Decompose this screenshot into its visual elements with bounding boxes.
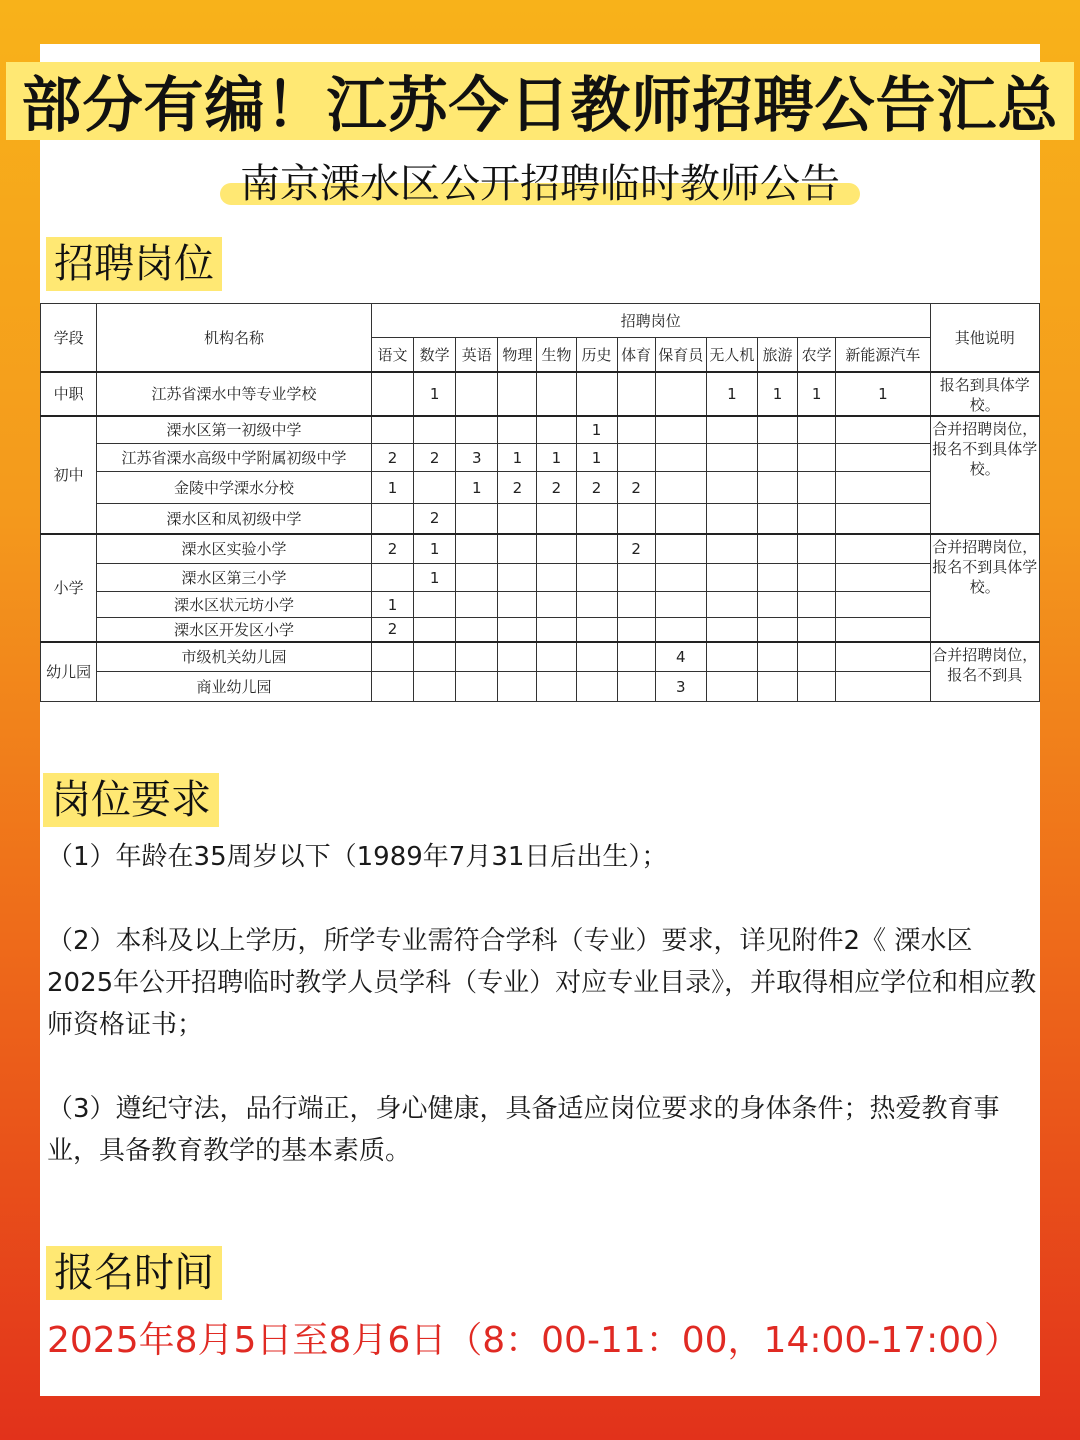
header-institution: 机构名称 [97,304,372,372]
count-cell [617,618,655,642]
count-cell [456,534,498,564]
notes-cell: 合并招聘岗位，报名不到具体学校。 [930,416,1039,534]
count-cell: 2 [371,534,413,564]
table-row [41,564,1040,592]
count-cell [706,444,757,472]
table-row [41,592,1040,618]
count-cell [498,416,537,444]
count-cell: 1 [576,416,617,444]
count-cell [836,472,930,504]
count-cell [798,592,836,618]
count-cell [798,672,836,702]
count-cell: 3 [456,444,498,472]
stage-cell: 初中 [41,416,97,534]
count-cell: 3 [655,672,706,702]
count-cell [456,592,498,618]
count-cell [798,534,836,564]
count-cell [798,618,836,642]
institution-cell: 商业幼儿园 [97,672,372,702]
subject-header: 生物 [537,338,576,372]
positions-table-body [41,372,1040,702]
count-cell [371,642,413,672]
count-cell [617,444,655,472]
count-cell [655,592,706,618]
count-cell [537,504,576,534]
count-cell: 1 [798,372,836,416]
count-cell [655,534,706,564]
count-cell [798,472,836,504]
count-cell [617,592,655,618]
table-row [41,642,1040,672]
count-cell [706,504,757,534]
count-cell [371,504,413,534]
count-cell [576,642,617,672]
table-row [41,504,1040,534]
count-cell [537,372,576,416]
subject-header: 语文 [371,338,413,372]
registration-time: 2025年8月5日至8月6日（8：00-11：00，14:00-17:00） [47,1320,1021,1361]
count-cell: 1 [836,372,930,416]
count-cell [576,564,617,592]
count-cell: 1 [576,444,617,472]
count-cell [456,642,498,672]
count-cell [655,372,706,416]
table-row [41,472,1040,504]
notes-cell: 合并招聘岗位，报名不到具 [930,642,1039,702]
count-cell [706,618,757,642]
institution-cell: 溧水区开发区小学 [97,618,372,642]
count-cell [617,642,655,672]
title-banner [6,62,1074,140]
count-cell [655,472,706,504]
count-cell [371,672,413,702]
count-cell [798,416,836,444]
count-cell [617,504,655,534]
subject-header: 物理 [498,338,537,372]
table-row [41,534,1040,564]
count-cell [576,372,617,416]
count-cell: 4 [655,642,706,672]
count-cell [758,504,798,534]
count-cell: 2 [414,444,456,472]
table-row [41,416,1040,444]
count-cell [498,564,537,592]
count-cell [758,416,798,444]
count-cell [456,618,498,642]
count-cell [414,618,456,642]
count-cell: 2 [371,618,413,642]
count-cell [836,618,930,642]
count-cell [758,618,798,642]
count-cell: 1 [537,444,576,472]
count-cell [371,416,413,444]
header-positions-group: 招聘岗位 [371,304,930,338]
count-cell [836,672,930,702]
count-cell [498,618,537,642]
count-cell: 1 [371,472,413,504]
count-cell [371,372,413,416]
count-cell [537,592,576,618]
count-cell [706,642,757,672]
institution-cell: 江苏省溧水中等专业学校 [97,372,372,416]
count-cell: 2 [537,472,576,504]
subject-header: 旅游 [758,338,798,372]
count-cell [758,592,798,618]
subject-header: 新能源汽车 [836,338,930,372]
institution-cell: 溧水区第三小学 [97,564,372,592]
count-cell [836,642,930,672]
count-cell [414,472,456,504]
count-cell [758,472,798,504]
count-cell [498,534,537,564]
count-cell [498,672,537,702]
table-row [41,372,1040,416]
table-row [41,672,1040,702]
count-cell: 1 [414,372,456,416]
institution-cell: 金陵中学溧水分校 [97,472,372,504]
subject-header: 英语 [456,338,498,372]
count-cell [371,564,413,592]
count-cell [798,504,836,534]
count-cell: 1 [414,534,456,564]
stage-cell: 幼儿园 [41,642,97,702]
count-cell [706,416,757,444]
count-cell [706,672,757,702]
count-cell [456,564,498,592]
count-cell [836,504,930,534]
count-cell: 2 [498,472,537,504]
count-cell: 2 [617,472,655,504]
count-cell [576,534,617,564]
count-cell [498,592,537,618]
count-cell [798,444,836,472]
count-cell [456,504,498,534]
count-cell: 1 [414,564,456,592]
count-cell [758,534,798,564]
notes-cell: 报名到具体学校。 [930,372,1039,416]
institution-cell: 市级机关幼儿园 [97,642,372,672]
institution-cell: 溧水区状元坊小学 [97,592,372,618]
count-cell [537,416,576,444]
subject-header: 数学 [414,338,456,372]
count-cell [758,564,798,592]
count-cell [537,672,576,702]
count-cell [655,416,706,444]
count-cell [706,472,757,504]
table-row [41,444,1040,472]
header-stage: 学段 [41,304,97,372]
stage-cell: 中职 [41,372,97,416]
subject-header: 农学 [798,338,836,372]
page-title: 部分有编！江苏今日教师招聘公告汇总 [21,71,1059,141]
count-cell [617,672,655,702]
announcement-subtitle: 南京溧水区公开招聘临时教师公告 [224,152,856,209]
count-cell [456,672,498,702]
section-heading-requirements: 岗位要求 [43,773,219,827]
count-cell [537,564,576,592]
count-cell [576,592,617,618]
count-cell [576,504,617,534]
count-cell [498,372,537,416]
count-cell [414,672,456,702]
count-cell [617,416,655,444]
institution-cell: 溧水区第一初级中学 [97,416,372,444]
requirement-item: （1）年龄在35周岁以下（1989年7月31日后出生）； [47,842,668,872]
count-cell [655,564,706,592]
count-cell [456,416,498,444]
count-cell [576,618,617,642]
subject-header: 体育 [617,338,655,372]
stage-cell: 小学 [41,534,97,642]
positions-table [40,303,1040,702]
count-cell: 2 [414,504,456,534]
count-cell [836,564,930,592]
count-cell [617,564,655,592]
count-cell: 1 [706,372,757,416]
count-cell [498,642,537,672]
count-cell [414,592,456,618]
section-heading-positions: 招聘岗位 [46,237,222,291]
count-cell [414,642,456,672]
subject-header: 历史 [576,338,617,372]
institution-cell: 溧水区实验小学 [97,534,372,564]
count-cell [655,618,706,642]
requirement-item: （3）遵纪守法，品行端正，身心健康，具备适应岗位要求的身体条件；热爱教育事业，具备教育教学的基本素质。 [47,1094,1000,1166]
count-cell: 2 [617,534,655,564]
count-cell [456,372,498,416]
count-cell [706,592,757,618]
count-cell: 2 [576,472,617,504]
table-row [41,618,1040,642]
count-cell [758,444,798,472]
count-cell [758,642,798,672]
institution-cell: 溧水区和凤初级中学 [97,504,372,534]
count-cell [758,672,798,702]
count-cell: 1 [456,472,498,504]
count-cell [655,444,706,472]
subtitle-wrap [0,150,1080,210]
institution-cell: 江苏省溧水高级中学附属初级中学 [97,444,372,472]
count-cell [836,534,930,564]
requirement-item: （2）本科及以上学历，所学专业需符合学科（专业）要求，详见附件2《 溧水区2025年公开招聘临时教学人员学科（专业）对应专业目录》，并取得相应学位和相应教师资格证书； [47,926,1037,1040]
subject-header: 无人机 [706,338,757,372]
count-cell [576,672,617,702]
count-cell [498,504,537,534]
count-cell: 1 [758,372,798,416]
count-cell [617,372,655,416]
header-notes: 其他说明 [930,304,1039,372]
count-cell [537,618,576,642]
count-cell [836,416,930,444]
count-cell [655,504,706,534]
notes-cell: 合并招聘岗位，报名不到具体学校。 [930,534,1039,642]
count-cell [706,534,757,564]
count-cell [537,534,576,564]
count-cell: 1 [371,592,413,618]
count-cell [836,592,930,618]
count-cell [836,444,930,472]
count-cell: 1 [498,444,537,472]
count-cell [706,564,757,592]
count-cell [798,642,836,672]
count-cell [414,416,456,444]
count-cell: 2 [371,444,413,472]
count-cell [537,642,576,672]
section-heading-registration: 报名时间 [46,1246,222,1300]
subject-header: 保育员 [655,338,706,372]
count-cell [798,564,836,592]
